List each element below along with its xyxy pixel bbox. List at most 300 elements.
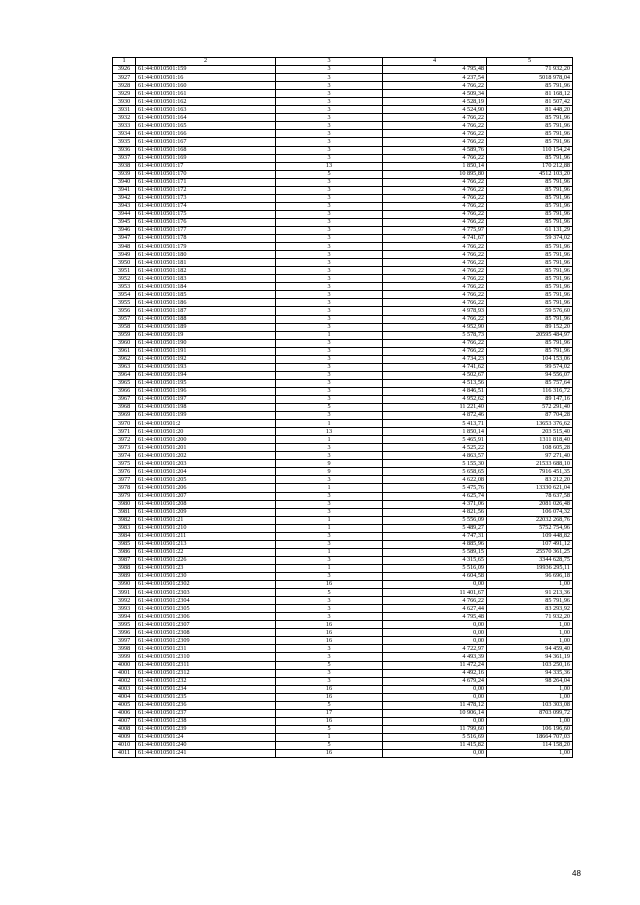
- table-cell: 3948: [113, 243, 136, 251]
- table-cell: 94 361,19: [487, 653, 573, 661]
- table-cell: 3: [276, 605, 383, 613]
- table-cell: 61:44:0010501:231: [136, 645, 276, 653]
- table-cell: 5: [276, 741, 383, 749]
- table-cell: 4 846,51: [383, 387, 487, 395]
- table-cell: 3: [276, 573, 383, 581]
- table-cell: 85 791,96: [487, 259, 573, 267]
- table-cell: 85 791,96: [487, 194, 573, 202]
- table-cell: 3956: [113, 307, 136, 315]
- table-cell: 3927: [113, 74, 136, 82]
- table-cell: 61:44:0010501:238: [136, 717, 276, 725]
- table-cell: 3967: [113, 395, 136, 403]
- table-row: [113, 66, 573, 74]
- table-cell: 61:44:0010501:207: [136, 492, 276, 500]
- table-cell: 61:44:0010501:176: [136, 218, 276, 226]
- table-cell: 61:44:0010501:237: [136, 709, 276, 717]
- table-cell: 61:44:0010501:162: [136, 98, 276, 106]
- table-cell: 22032 268,76: [487, 516, 573, 524]
- table-row: [113, 355, 573, 363]
- table-cell: 83 212,20: [487, 476, 573, 484]
- table-cell: 3: [276, 613, 383, 621]
- table-cell: 3964: [113, 371, 136, 379]
- table-row: [113, 701, 573, 709]
- table-cell: 61:44:0010501:211: [136, 532, 276, 540]
- table-cell: 5: [276, 725, 383, 733]
- table-cell: 4 766,22: [383, 267, 487, 275]
- table-cell: 61:44:0010501:2305: [136, 605, 276, 613]
- table-cell: 3980: [113, 500, 136, 508]
- table-cell: 81 168,12: [487, 90, 573, 98]
- table-cell: 170 212,88: [487, 162, 573, 170]
- table-cell: 3989: [113, 573, 136, 581]
- table-cell: 4 821,56: [383, 508, 487, 516]
- table-cell: 96 696,18: [487, 573, 573, 581]
- table-cell: 3959: [113, 331, 136, 339]
- table-cell: 3: [276, 291, 383, 299]
- table-cell: 3: [276, 500, 383, 508]
- table-cell: 61:44:0010501:195: [136, 379, 276, 387]
- table-cell: 61:44:0010501:208: [136, 500, 276, 508]
- table-cell: 1: [276, 548, 383, 556]
- table-cell: 106 074,32: [487, 508, 573, 516]
- table-cell: 4 766,22: [383, 251, 487, 259]
- table-cell: 16: [276, 629, 383, 637]
- table-row: [113, 275, 573, 283]
- table-cell: 61:44:0010501:180: [136, 251, 276, 259]
- table-row: [113, 476, 573, 484]
- table-cell: 18664 707,03: [487, 733, 573, 741]
- table-cell: 61:44:0010501:163: [136, 106, 276, 114]
- table-cell: 0,00: [383, 685, 487, 693]
- table-cell: 3978: [113, 484, 136, 492]
- table-cell: 99 574,02: [487, 363, 573, 371]
- table-cell: 5 556,09: [383, 516, 487, 524]
- table-cell: 61:44:0010501:203: [136, 460, 276, 468]
- table-cell: 1: [276, 331, 383, 339]
- table-cell: 8703 099,72: [487, 709, 573, 717]
- table-cell: 3984: [113, 532, 136, 540]
- table-cell: 13: [276, 162, 383, 170]
- table-cell: 3988: [113, 564, 136, 572]
- table-cell: 61:44:0010501:23: [136, 564, 276, 572]
- table-row: [113, 500, 573, 508]
- table-cell: 16: [276, 685, 383, 693]
- table-cell: 4 528,19: [383, 98, 487, 106]
- table-cell: 61:44:0010501:194: [136, 371, 276, 379]
- table-cell: 3947: [113, 235, 136, 243]
- table-cell: 3: [276, 210, 383, 218]
- table-row: [113, 484, 573, 492]
- table-cell: 3970: [113, 420, 136, 428]
- table-cell: 3: [276, 267, 383, 275]
- table-cell: 3: [276, 339, 383, 347]
- table-cell: 11 478,12: [383, 701, 487, 709]
- table-cell: 61:44:0010501:21: [136, 516, 276, 524]
- table-row: [113, 669, 573, 677]
- table-cell: 103 303,08: [487, 701, 573, 709]
- table-cell: 61:44:0010501:22: [136, 548, 276, 556]
- table-cell: 4 509,34: [383, 90, 487, 98]
- table-row: [113, 307, 573, 315]
- table-cell: 13: [276, 428, 383, 436]
- table-row: [113, 218, 573, 226]
- table-cell: 3952: [113, 275, 136, 283]
- table-cell: 1 850,14: [383, 428, 487, 436]
- table-cell: 3960: [113, 339, 136, 347]
- table-cell: 4 766,22: [383, 154, 487, 162]
- table-cell: 3938: [113, 162, 136, 170]
- table-cell: 61:44:0010501:165: [136, 122, 276, 130]
- table-cell: 1: [276, 420, 383, 428]
- table-row: [113, 685, 573, 693]
- table-cell: 61:44:0010501:181: [136, 259, 276, 267]
- table-row: [113, 82, 573, 90]
- table-cell: 3932: [113, 114, 136, 122]
- table-cell: 13330 621,04: [487, 484, 573, 492]
- table-cell: 1,00: [487, 685, 573, 693]
- table-row: [113, 693, 573, 701]
- table-cell: 4 622,08: [383, 476, 487, 484]
- table-row: [113, 226, 573, 234]
- table-cell: 1,00: [487, 693, 573, 701]
- table-cell: 3965: [113, 379, 136, 387]
- table-cell: 16: [276, 717, 383, 725]
- table-row: [113, 677, 573, 685]
- table-cell: 4 722,97: [383, 645, 487, 653]
- table-cell: 61:44:0010501:172: [136, 186, 276, 194]
- table-cell: 3994: [113, 613, 136, 621]
- table-cell: 61:44:0010501:171: [136, 178, 276, 186]
- table-row: [113, 508, 573, 516]
- table-cell: 4000: [113, 661, 136, 669]
- table-row: [113, 532, 573, 540]
- column-header: 3: [276, 58, 383, 66]
- table-cell: 3: [276, 74, 383, 82]
- table-cell: 85 791,96: [487, 275, 573, 283]
- table-row: [113, 339, 573, 347]
- table-cell: 11 401,67: [383, 589, 487, 597]
- table-cell: 4 747,31: [383, 532, 487, 540]
- table-row: [113, 573, 573, 581]
- column-header: 2: [136, 58, 276, 66]
- table-cell: 61:44:0010501:197: [136, 395, 276, 403]
- table-row: [113, 90, 573, 98]
- table-cell: 71 932,20: [487, 66, 573, 74]
- table-row: [113, 653, 573, 661]
- table-cell: 13653 376,62: [487, 420, 573, 428]
- table-cell: 3998: [113, 645, 136, 653]
- table-cell: 3939: [113, 170, 136, 178]
- table-cell: 3: [276, 138, 383, 146]
- table-row: [113, 524, 573, 532]
- table-cell: 3: [276, 355, 383, 363]
- table-cell: 4001: [113, 669, 136, 677]
- table-cell: 3930: [113, 98, 136, 106]
- table-cell: 61 131,29: [487, 226, 573, 234]
- table-cell: 61:44:0010501:198: [136, 404, 276, 412]
- table-row: [113, 597, 573, 605]
- table-cell: 4004: [113, 693, 136, 701]
- table-cell: 61:44:0010501:230: [136, 573, 276, 581]
- table-cell: 17: [276, 709, 383, 717]
- table-cell: 3992: [113, 597, 136, 605]
- table-cell: 3: [276, 178, 383, 186]
- table-cell: 110 154,24: [487, 146, 573, 154]
- table-cell: 4 627,44: [383, 605, 487, 613]
- table-cell: 61:44:0010501:189: [136, 323, 276, 331]
- table-cell: 3: [276, 259, 383, 267]
- table-cell: 1: [276, 436, 383, 444]
- table-cell: 107 491,12: [487, 540, 573, 548]
- table-cell: 3951: [113, 267, 136, 275]
- table-cell: 5: [276, 170, 383, 178]
- table-row: [113, 613, 573, 621]
- table-cell: 61:44:0010501:200: [136, 436, 276, 444]
- table-cell: 4 952,90: [383, 323, 487, 331]
- table-row: [113, 194, 573, 202]
- table-cell: 0,00: [383, 581, 487, 589]
- table-cell: 3940: [113, 178, 136, 186]
- table-row: [113, 291, 573, 299]
- table-cell: 85 791,96: [487, 251, 573, 259]
- table-cell: 3: [276, 146, 383, 154]
- table-cell: 4010: [113, 741, 136, 749]
- table-cell: 83 293,92: [487, 605, 573, 613]
- table-cell: 3: [276, 243, 383, 251]
- table-cell: 4 766,22: [383, 315, 487, 323]
- table-cell: 2081 026,48: [487, 500, 573, 508]
- table-cell: 61:44:0010501:190: [136, 339, 276, 347]
- table-cell: 3981: [113, 508, 136, 516]
- table-row: [113, 363, 573, 371]
- table-cell: 3933: [113, 122, 136, 130]
- table-cell: 1 850,14: [383, 162, 487, 170]
- table-cell: 3926: [113, 66, 136, 74]
- table-cell: 91 213,36: [487, 589, 573, 597]
- table-cell: 61:44:0010501:174: [136, 202, 276, 210]
- table-row: [113, 661, 573, 669]
- table-cell: 3: [276, 315, 383, 323]
- table-cell: 61:44:0010501:199: [136, 412, 276, 420]
- table-cell: 1,00: [487, 621, 573, 629]
- table-cell: 3931: [113, 106, 136, 114]
- table-cell: 61:44:0010501:17: [136, 162, 276, 170]
- table-cell: 4 493,39: [383, 653, 487, 661]
- table-cell: 3995: [113, 621, 136, 629]
- table-cell: 3: [276, 452, 383, 460]
- table-cell: 3985: [113, 540, 136, 548]
- table-cell: 61:44:0010501:2304: [136, 597, 276, 605]
- table-cell: 4 978,93: [383, 307, 487, 315]
- table-cell: 3987: [113, 556, 136, 564]
- table-cell: 3943: [113, 202, 136, 210]
- table-cell: 85 791,96: [487, 283, 573, 291]
- table-cell: 61:44:0010501:193: [136, 363, 276, 371]
- table-cell: 3: [276, 98, 383, 106]
- table-cell: 3: [276, 194, 383, 202]
- table-cell: 3: [276, 106, 383, 114]
- table-row: [113, 516, 573, 524]
- table-row: [113, 74, 573, 82]
- table-cell: 3: [276, 130, 383, 138]
- table-cell: 3966: [113, 387, 136, 395]
- table-cell: 16: [276, 621, 383, 629]
- table-header-row: [113, 58, 573, 66]
- table-cell: 59 576,60: [487, 307, 573, 315]
- table-cell: 3977: [113, 476, 136, 484]
- table-cell: 3935: [113, 138, 136, 146]
- table-cell: 103 250,16: [487, 661, 573, 669]
- table-cell: 3: [276, 669, 383, 677]
- table-cell: 61:44:0010501:16: [136, 74, 276, 82]
- table-cell: 1311 818,40: [487, 436, 573, 444]
- table-cell: 4006: [113, 709, 136, 717]
- table-cell: 3953: [113, 283, 136, 291]
- table-cell: 3955: [113, 299, 136, 307]
- table-row: [113, 235, 573, 243]
- table-cell: 61:44:0010501:2303: [136, 589, 276, 597]
- table-cell: 9: [276, 460, 383, 468]
- table-cell: 4 766,22: [383, 347, 487, 355]
- table-cell: 61:44:0010501:2306: [136, 613, 276, 621]
- table-cell: 4 502,67: [383, 371, 487, 379]
- table-cell: 61:44:0010501:192: [136, 355, 276, 363]
- table-cell: 4007: [113, 717, 136, 725]
- table-row: [113, 605, 573, 613]
- table-cell: 3996: [113, 629, 136, 637]
- table-row: [113, 395, 573, 403]
- table-cell: 0,00: [383, 750, 487, 758]
- table-cell: 5752 754,96: [487, 524, 573, 532]
- table-cell: 3: [276, 412, 383, 420]
- table-cell: 61:44:0010501:166: [136, 130, 276, 138]
- table-cell: 3986: [113, 548, 136, 556]
- table-cell: 94 556,07: [487, 371, 573, 379]
- table-cell: 3: [276, 395, 383, 403]
- table-row: [113, 186, 573, 194]
- cadastral-value-table: [112, 57, 573, 758]
- table-cell: 3963: [113, 363, 136, 371]
- table-row: [113, 331, 573, 339]
- table-cell: 3: [276, 186, 383, 194]
- table-cell: 61:44:0010501:205: [136, 476, 276, 484]
- table-cell: 10 906,14: [383, 709, 487, 717]
- table-row: [113, 371, 573, 379]
- table-cell: 0,00: [383, 637, 487, 645]
- table-cell: 3973: [113, 444, 136, 452]
- table-cell: 61:44:0010501:185: [136, 291, 276, 299]
- table-cell: 1: [276, 733, 383, 741]
- table-row: [113, 379, 573, 387]
- table-cell: 7916 451,35: [487, 468, 573, 476]
- table-cell: 81 507,42: [487, 98, 573, 106]
- table-cell: 61:44:0010501:191: [136, 347, 276, 355]
- table-cell: 3945: [113, 218, 136, 226]
- table-row: [113, 548, 573, 556]
- table-row: [113, 106, 573, 114]
- table-cell: 3936: [113, 146, 136, 154]
- table-row: [113, 299, 573, 307]
- table-cell: 5 658,65: [383, 468, 487, 476]
- table-cell: 16: [276, 581, 383, 589]
- table-cell: 106 196,60: [487, 725, 573, 733]
- table-cell: 4512 103,20: [487, 170, 573, 178]
- table-cell: 3: [276, 363, 383, 371]
- table-cell: 109 448,82: [487, 532, 573, 540]
- table-cell: 61:44:0010501:2308: [136, 629, 276, 637]
- table-cell: 3: [276, 677, 383, 685]
- table-row: [113, 178, 573, 186]
- table-row: [113, 138, 573, 146]
- table-cell: 4 795,48: [383, 66, 487, 74]
- table-cell: 3: [276, 283, 383, 291]
- table-cell: 85 791,96: [487, 210, 573, 218]
- table-cell: 5 465,91: [383, 436, 487, 444]
- table-cell: 3: [276, 251, 383, 259]
- table-row: [113, 267, 573, 275]
- table-cell: 4 952,62: [383, 395, 487, 403]
- table-cell: 61:44:0010501:186: [136, 299, 276, 307]
- table-cell: 61:44:0010501:202: [136, 452, 276, 460]
- table-cell: 85 791,96: [487, 218, 573, 226]
- table-row: [113, 154, 573, 162]
- table-cell: 3: [276, 66, 383, 74]
- table-cell: 61:44:0010501:240: [136, 741, 276, 749]
- table-cell: 3944: [113, 210, 136, 218]
- table-cell: 61:44:0010501:213: [136, 540, 276, 548]
- table-cell: 1,00: [487, 750, 573, 758]
- table-row: [113, 436, 573, 444]
- page-number: 48: [572, 869, 581, 878]
- table-cell: 85 791,96: [487, 299, 573, 307]
- table-cell: 16: [276, 750, 383, 758]
- table-cell: 3: [276, 114, 383, 122]
- table-cell: 3: [276, 379, 383, 387]
- table-cell: 3: [276, 645, 383, 653]
- table-cell: 4 371,06: [383, 500, 487, 508]
- table-cell: 203 515,40: [487, 428, 573, 436]
- table-cell: 85 791,96: [487, 138, 573, 146]
- table-cell: 104 153,06: [487, 355, 573, 363]
- table-cell: 61:44:0010501:196: [136, 387, 276, 395]
- table-cell: 3949: [113, 251, 136, 259]
- table-cell: 89 152,20: [487, 323, 573, 331]
- table-cell: 61:44:0010501:169: [136, 154, 276, 162]
- table-row: [113, 581, 573, 589]
- table-cell: 61:44:0010501:232: [136, 677, 276, 685]
- table-row: [113, 741, 573, 749]
- table-row: [113, 315, 573, 323]
- table-cell: 3: [276, 299, 383, 307]
- table-cell: 4 589,76: [383, 146, 487, 154]
- table-cell: 5 589,15: [383, 548, 487, 556]
- table-cell: 85 791,96: [487, 82, 573, 90]
- table-row: [113, 629, 573, 637]
- table-cell: 61:44:0010501:226: [136, 556, 276, 564]
- table-cell: 3: [276, 82, 383, 90]
- table-cell: 5 578,73: [383, 331, 487, 339]
- table-row: [113, 444, 573, 452]
- table-row: [113, 589, 573, 597]
- table-cell: 3999: [113, 653, 136, 661]
- table-row: [113, 460, 573, 468]
- table-cell: 4 766,22: [383, 122, 487, 130]
- table-cell: 61:44:0010501:239: [136, 725, 276, 733]
- table-cell: 9: [276, 468, 383, 476]
- table-cell: 3: [276, 154, 383, 162]
- table-row: [113, 146, 573, 154]
- table-cell: 3969: [113, 412, 136, 420]
